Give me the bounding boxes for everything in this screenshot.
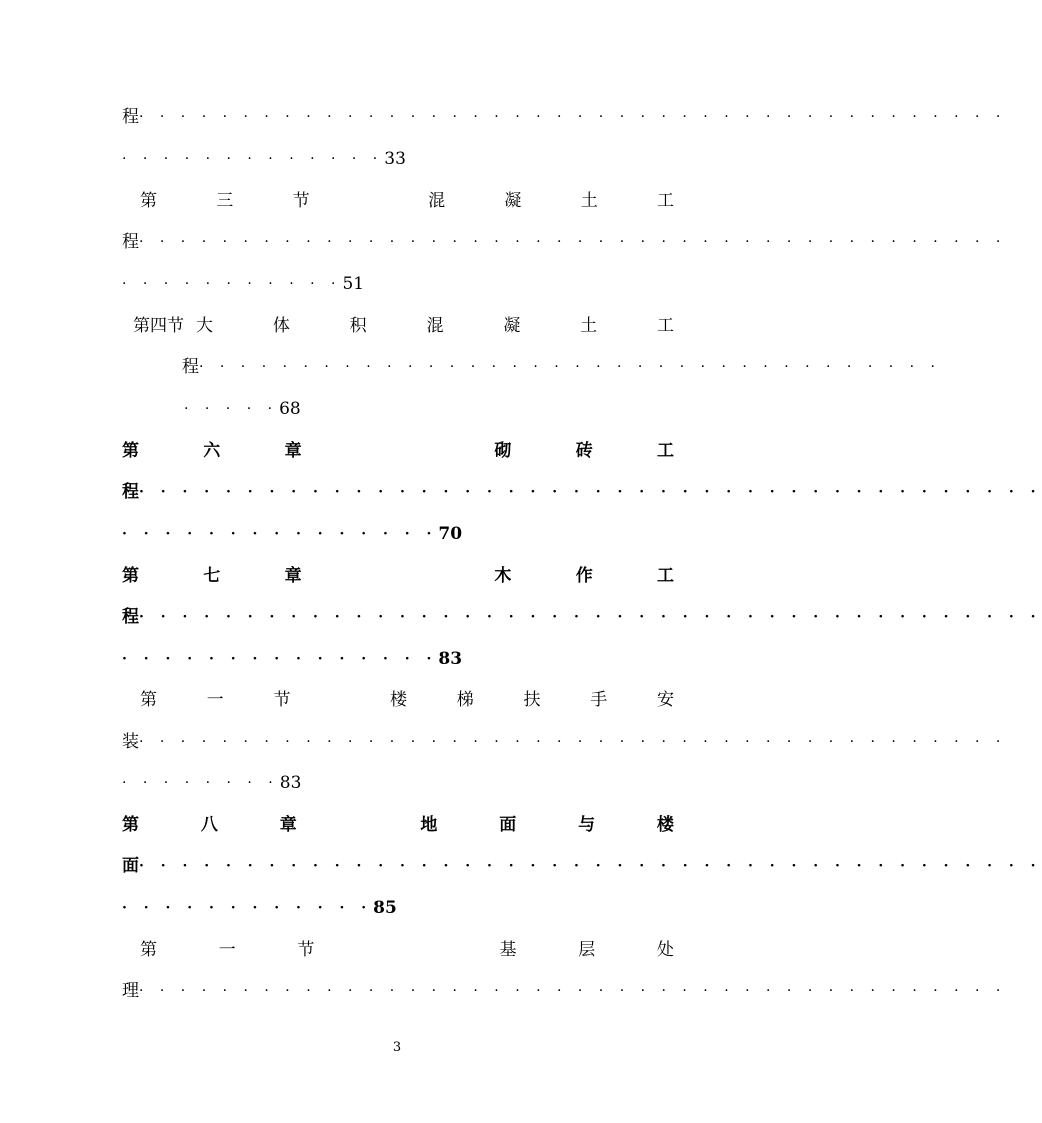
toc-chapter-8-leader: · · · · · · · · · · · · · · · · · · · · · · · · · · · · · · · · · · · · · · · · · · [139, 858, 1042, 874]
toc-entry-1-leader: · · · · · · · · · · · · · · · · · · · · · · · · · · · · · · · · · · · · · · · · · · [139, 109, 1007, 125]
title-char: 第 [122, 441, 139, 461]
title-char: 七 [203, 566, 221, 586]
title-char: 作 [575, 566, 593, 586]
title-prefix: 第四节 [133, 316, 184, 336]
toc-entry-8-title[interactable] [140, 936, 674, 964]
title-char: 第 [122, 566, 139, 586]
title-char: 与 [578, 815, 596, 835]
toc-entry-3-pageline [184, 395, 674, 423]
title-char: 六 [203, 441, 221, 461]
toc-entry-1-pageline [122, 145, 674, 173]
title-char: 安 [657, 690, 674, 710]
toc-chapter-8-tail: 面 [122, 856, 139, 876]
toc-entry-2-pageline [122, 270, 674, 298]
toc-entry-6-leader-2: · · · · · · · · [122, 775, 279, 791]
title-char: 工 [656, 566, 674, 586]
title-char: 节 [273, 690, 291, 710]
toc-entry-2-leader-2: · · · · · · · · · · · [122, 276, 342, 292]
toc-chapter-7-leader-2: · · · · · · · · · · · · · · · [122, 651, 438, 667]
title-char: 第 [140, 191, 157, 211]
toc-chapter-7-page[interactable]: 83 [438, 649, 463, 669]
title-char: 工 [656, 441, 674, 461]
toc-chapter-8-title[interactable] [122, 811, 674, 839]
toc-entry-6-leader: · · · · · · · · · · · · · · · · · · · · · · · · · · · · · · · · · · · · · · · · · · [139, 734, 1007, 750]
title-char: 章 [284, 441, 302, 461]
title-char: 砌 [494, 441, 512, 461]
title-char: 砖 [575, 441, 593, 461]
toc-entry-6-page[interactable]: 83 [279, 773, 302, 793]
toc-chapter-7-pageline [122, 645, 674, 673]
title-char: 三 [216, 191, 234, 211]
toc-entry-8-tail: 理 [122, 981, 139, 1001]
toc-chapter-8-leader-2: · · · · · · · · · · · · [122, 900, 373, 916]
title-char: 处 [656, 940, 674, 960]
title-char: 一 [218, 940, 236, 960]
title-char: 楼 [390, 690, 407, 710]
toc-chapter-7-leader: · · · · · · · · · · · · · · · · · · · · · · · · · · · · · · · · · · · · · · · · · · [139, 609, 1042, 625]
toc-entry-8-line [122, 977, 1007, 1005]
title-char: 基 [499, 940, 517, 960]
toc-chapter-8-page[interactable]: 85 [373, 898, 397, 918]
title-char: 凝 [504, 191, 522, 211]
title-char: 第 [140, 940, 157, 960]
title-char: 一 [206, 690, 224, 710]
toc-entry-3-title[interactable] [133, 312, 674, 340]
toc-entry-6-line [122, 728, 1007, 756]
title-char: 章 [284, 566, 302, 586]
page-number: 3 [392, 1040, 402, 1055]
toc-chapter-6-tail: 程 [122, 482, 139, 502]
title-char: 积 [349, 316, 367, 336]
title-char: 第 [140, 690, 157, 710]
title-char: 工 [656, 316, 674, 336]
toc-entry-2-line [122, 228, 1007, 256]
toc-chapter-6-pageline [122, 520, 674, 548]
toc-entry-2-leader: · · · · · · · · · · · · · · · · · · · · · · · · · · · · · · · · · · · · · · · · · · [139, 234, 1007, 250]
toc-entry-2-title[interactable] [140, 187, 674, 215]
toc-entry-3-leader: · · · · · · · · · · · · · · · · · · · · · · · · · · · · · · · · · · · · [199, 359, 941, 375]
toc-chapter-7-tail: 程 [122, 607, 139, 627]
toc-entry-2-tail: 程 [122, 232, 139, 252]
title-char: 节 [297, 940, 315, 960]
title-char: 八 [200, 815, 218, 835]
title-char: 章 [279, 815, 297, 835]
title-char: 土 [580, 191, 598, 211]
toc-entry-3-leader-2: · · · · · [184, 401, 279, 417]
title-char: 梯 [456, 690, 474, 710]
toc-chapter-8-pageline [122, 894, 674, 922]
toc-entry-8-leader: · · · · · · · · · · · · · · · · · · · · · · · · · · · · · · · · · · · · · · · · · · [139, 983, 1007, 999]
toc-chapter-6-leader-2: · · · · · · · · · · · · · · · [122, 526, 438, 542]
toc-chapter-6-page[interactable]: 70 [438, 524, 463, 544]
title-char: 凝 [503, 316, 521, 336]
toc-chapter-6-line [122, 478, 1042, 506]
title-char: 楼 [656, 815, 674, 835]
toc-entry-3-line [182, 353, 941, 381]
toc-entry-6-title[interactable] [140, 686, 674, 714]
toc-entry-1-leader-2: · · · · · · · · · · · · · [122, 151, 384, 167]
toc-entry-3-tail: 程 [182, 357, 199, 377]
toc-chapter-6-title[interactable] [122, 437, 674, 465]
title-char: 地 [420, 815, 438, 835]
title-char: 土 [580, 316, 598, 336]
toc-entry-6-pageline [122, 769, 674, 797]
title-char: 大 [196, 316, 213, 336]
title-char: 节 [292, 191, 310, 211]
toc-chapter-6-leader: · · · · · · · · · · · · · · · · · · · · · · · · · · · · · · · · · · · · · · · · · · [139, 484, 1042, 500]
title-char: 体 [272, 316, 290, 336]
title-char: 扶 [523, 690, 541, 710]
title-char: 混 [426, 316, 444, 336]
title-char: 层 [578, 940, 596, 960]
toc-entry-6-tail: 装 [122, 732, 139, 752]
toc-entry-2-page[interactable]: 51 [342, 274, 365, 294]
toc-entry-3-page[interactable]: 68 [279, 399, 301, 419]
title-char: 木 [494, 566, 512, 586]
toc-entry-1-page[interactable]: 33 [384, 149, 406, 169]
toc-chapter-8-line [122, 852, 1042, 880]
title-char: 面 [499, 815, 517, 835]
title-char: 混 [428, 191, 446, 211]
title-char: 手 [590, 690, 608, 710]
toc-entry-1-tail: 程 [122, 107, 139, 127]
toc-chapter-7-title[interactable] [122, 562, 674, 590]
toc-chapter-7-line [122, 603, 1042, 631]
title-char: 第 [122, 815, 139, 835]
toc-entry-1-line [122, 103, 1007, 131]
title-char: 工 [656, 191, 674, 211]
